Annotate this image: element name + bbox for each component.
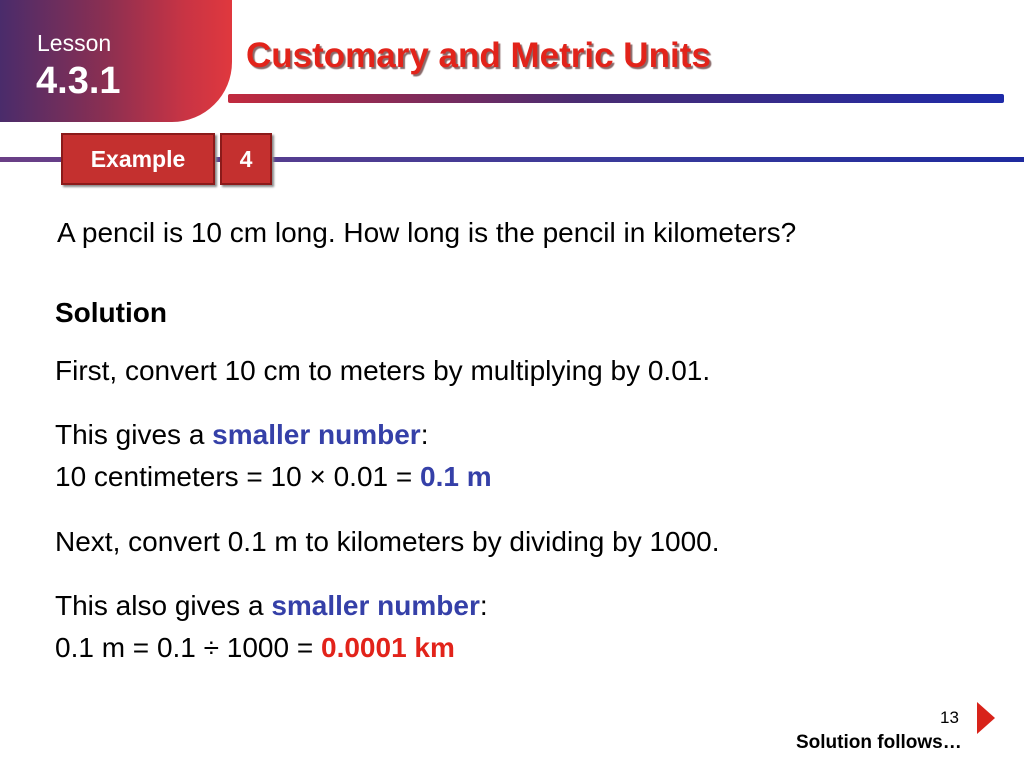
- page-title: Customary and Metric Units: [246, 36, 711, 75]
- lesson-tab: [0, 0, 232, 122]
- step-4-prefix: This also gives a: [55, 590, 272, 621]
- next-arrow-icon[interactable]: [977, 702, 995, 734]
- step-2: [55, 419, 428, 451]
- step-2-prefix: This gives a: [55, 419, 213, 450]
- step-2-highlight: smaller number: [212, 419, 421, 450]
- step-1: First, convert 10 cm to meters by multiplying by 0.01.: [55, 355, 711, 386]
- lesson-label: Lesson: [37, 30, 112, 56]
- step-3: Next, convert 0.1 m to kilometers by dividing by 1000.: [55, 526, 720, 557]
- step-2-suffix: :: [420, 419, 429, 450]
- lesson-number: 4.3.1: [36, 60, 121, 102]
- title-underline: [228, 94, 1004, 103]
- example-badge: Example: [61, 133, 215, 185]
- equation-1-result: 0.1 m: [420, 461, 492, 492]
- solution-follows-text: Solution follows…: [796, 732, 962, 753]
- question-text: A pencil is 10 cm long. How long is the pencil in kilometers?: [57, 217, 797, 248]
- page-number: 13: [940, 708, 959, 727]
- step-4-highlight: smaller number: [271, 590, 480, 621]
- equation-2-prefix: 0.1 m = 0.1 ÷ 1000 =: [55, 632, 321, 663]
- equation-1-prefix: 10 centimeters = 10 × 0.01 =: [55, 461, 421, 492]
- step-4: [55, 590, 488, 622]
- example-number-badge: 4: [220, 133, 272, 185]
- step-4-suffix: :: [479, 590, 488, 621]
- solution-heading: Solution: [55, 297, 167, 328]
- equation-2: [55, 632, 455, 664]
- equation-1: [55, 461, 492, 493]
- equation-2-result: 0.0001 km: [321, 632, 455, 663]
